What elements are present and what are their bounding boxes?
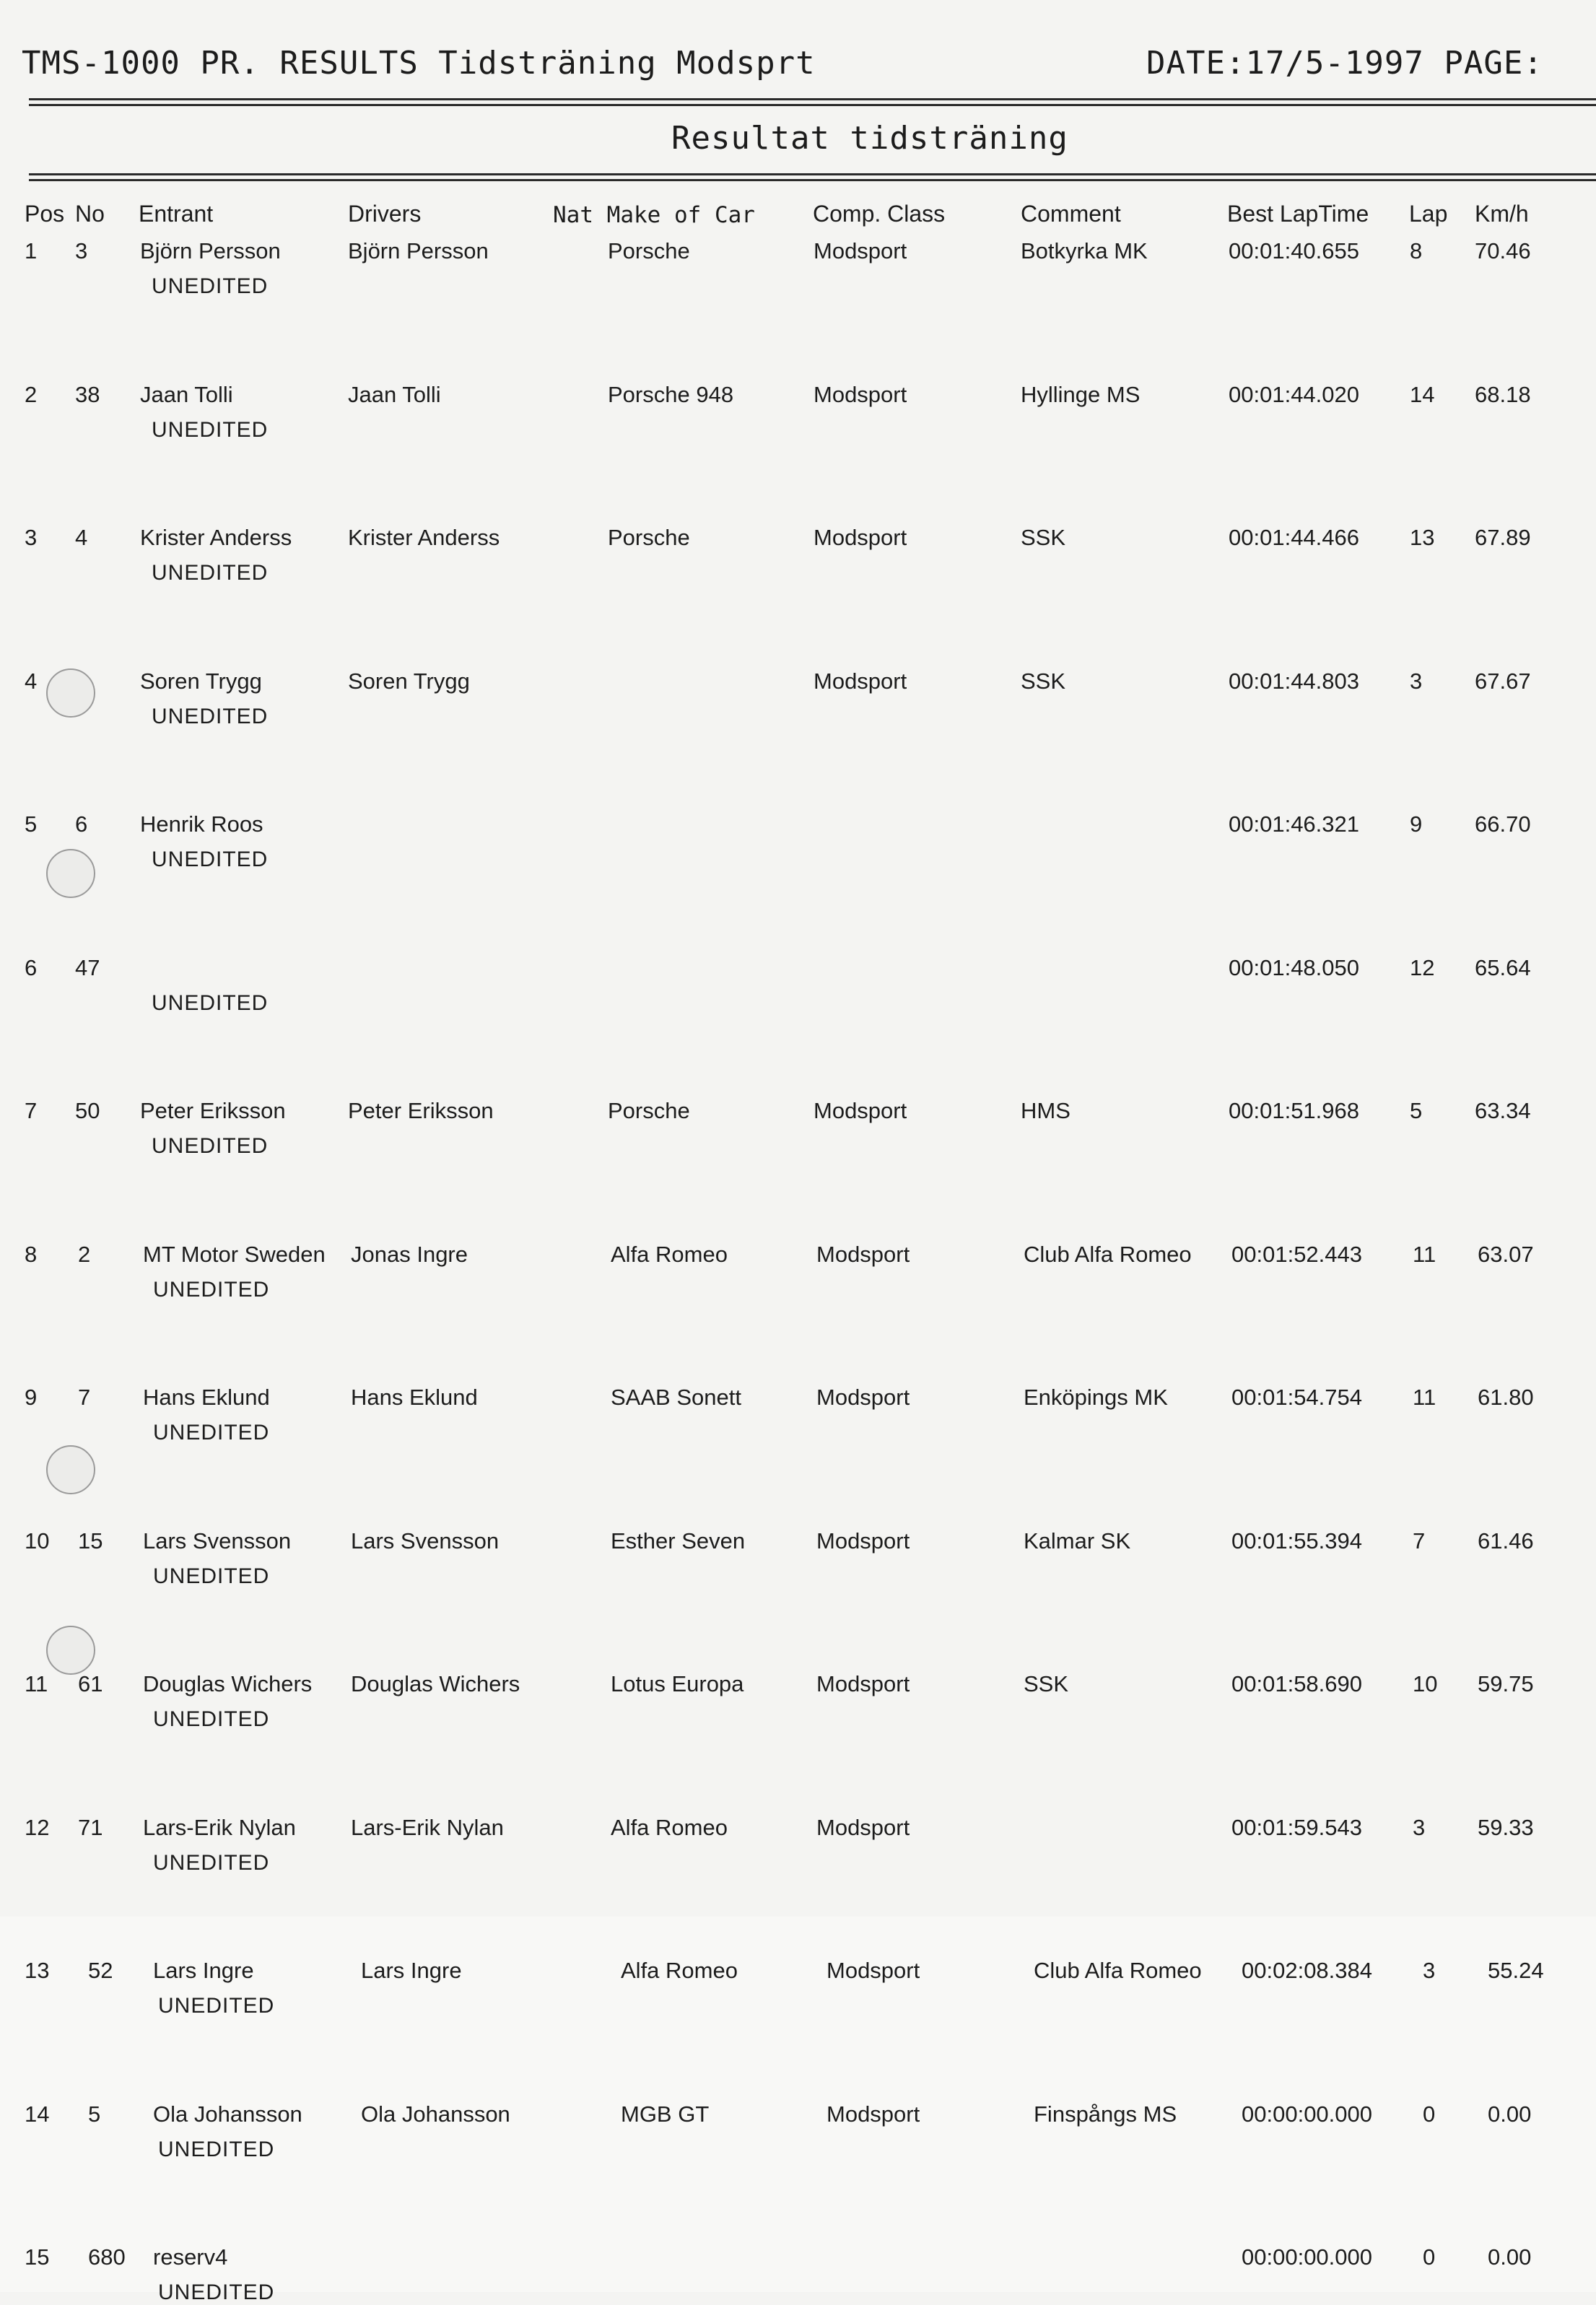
row-no: 61 [78,1671,103,1696]
row-status: UNEDITED [153,1564,270,1588]
row-no: 15 [78,1528,103,1554]
row-status: UNEDITED [152,561,269,585]
row-drivers: Hans Eklund [351,1385,478,1410]
row-no: 47 [75,955,100,980]
row-entrant: Krister Anderss [140,525,292,550]
row-lap: 0 [1423,2244,1436,2270]
row-make: Alfa Romeo [611,1242,728,1267]
row-drivers: Douglas Wichers [351,1671,520,1696]
row-kmh: 65.64 [1475,955,1531,980]
row-kmh: 70.46 [1475,238,1531,263]
row-lap: 3 [1410,668,1423,694]
row-best-lap: 00:01:44.020 [1229,382,1360,407]
row-status: UNEDITED [153,1707,270,1731]
row-best-lap: 00:01:58.690 [1231,1671,1363,1696]
row-pos: 3 [25,525,38,550]
row-drivers: Peter Eriksson [348,1098,494,1123]
row-status: UNEDITED [158,2138,275,2161]
row-best-lap: 00:01:55.394 [1231,1528,1363,1554]
row-pos: 1 [25,238,38,263]
row-drivers: Ola Johansson [361,2101,510,2127]
row-drivers: Lars Ingre [361,1958,462,1983]
row-lap: 7 [1413,1528,1426,1554]
row-pos: 14 [25,2101,50,2127]
double-rule-bottom [29,173,1596,182]
row-lap: 11 [1413,1242,1436,1267]
row-pos: 11 [25,1671,48,1696]
row-lap: 9 [1410,811,1423,837]
row-drivers: Jaan Tolli [348,382,441,407]
row-lap: 12 [1410,955,1435,980]
row-no: 5 [88,2101,101,2127]
row-make: Porsche [608,525,690,550]
row-make: Porsche 948 [608,382,734,407]
row-entrant: Soren Trygg [140,668,262,694]
double-rule-top [29,98,1596,107]
row-best-lap: 00:01:46.321 [1229,811,1360,837]
report-date: DATE:17/5-1997 PAGE: [1146,45,1543,82]
col-entrant: Entrant [139,201,214,227]
row-kmh: 55.24 [1488,1958,1544,1983]
row-lap: 11 [1413,1385,1436,1410]
row-comment: SSK [1021,525,1066,550]
row-class: Modsport [814,1098,907,1123]
row-best-lap: 00:01:44.466 [1229,525,1360,550]
row-pos: 5 [25,811,38,837]
row-comment: Enköpings MK [1024,1385,1168,1410]
row-entrant: Hans Eklund [143,1385,270,1410]
row-pos: 15 [25,2244,50,2270]
row-drivers: Lars-Erik Nylan [351,1815,504,1840]
row-kmh: 59.33 [1478,1815,1534,1840]
row-best-lap: 00:00:00.000 [1242,2244,1373,2270]
row-kmh: 63.07 [1478,1242,1534,1267]
row-pos: 10 [25,1528,50,1554]
row-kmh: 61.46 [1478,1528,1534,1554]
row-kmh: 59.75 [1478,1671,1534,1696]
row-no: 4 [75,525,88,550]
row-make: Alfa Romeo [621,1958,738,1983]
row-lap: 14 [1410,382,1435,407]
row-drivers: Jonas Ingre [351,1242,468,1267]
row-no: 3 [75,238,88,263]
row-best-lap: 00:01:48.050 [1229,955,1360,980]
row-status: UNEDITED [158,1994,275,2018]
row-status: UNEDITED [152,848,269,871]
row-make: Lotus Europa [611,1671,744,1696]
row-best-lap: 00:01:52.443 [1231,1242,1363,1267]
row-pos: 12 [25,1815,50,1840]
row-drivers: Soren Trygg [348,668,470,694]
row-make: Porsche [608,1098,690,1123]
row-lap: 3 [1413,1815,1426,1840]
row-status: UNEDITED [152,1134,269,1158]
row-no: 2 [78,1242,91,1267]
row-make: Esther Seven [611,1528,746,1554]
col-drivers: Drivers [348,201,422,227]
row-status: UNEDITED [152,705,269,728]
row-no: 52 [88,1958,113,1983]
row-best-lap: 00:01:44.803 [1229,668,1360,694]
row-class: Modsport [827,1958,920,1983]
punch-hole [46,849,95,898]
row-lap: 0 [1423,2101,1436,2127]
row-entrant: Björn Persson [140,238,281,263]
row-best-lap: 00:00:00.000 [1242,2101,1373,2127]
col-kmh: Km/h [1475,201,1529,227]
row-class: Modsport [816,1815,910,1840]
col-comment: Comment [1021,201,1121,227]
row-make: SAAB Sonett [611,1385,741,1410]
row-pos: 8 [25,1242,38,1267]
row-entrant: Ola Johansson [153,2101,302,2127]
report-title: TMS-1000 PR. RESULTS Tidsträning Modsprt [22,45,816,82]
row-class: Modsport [816,1671,910,1696]
row-kmh: 63.34 [1475,1098,1531,1123]
row-lap: 5 [1410,1098,1423,1123]
col-nat-make: Nat Make of Car [553,202,755,228]
row-comment: SSK [1024,1671,1069,1696]
row-pos: 13 [25,1958,50,1983]
row-comment: Kalmar SK [1024,1528,1131,1554]
row-kmh: 67.89 [1475,525,1531,550]
row-pos: 7 [25,1098,38,1123]
row-no: 7 [78,1385,91,1410]
row-entrant: Lars-Erik Nylan [143,1815,296,1840]
row-comment: Hyllinge MS [1021,382,1141,407]
row-class: Modsport [827,2101,920,2127]
col-comp-class: Comp. Class [813,201,946,227]
col-best-lap: Best LapTime [1227,201,1369,227]
report-subtitle: Resultat tidsträning [671,120,1068,157]
row-comment: SSK [1021,668,1066,694]
row-no: 71 [78,1815,103,1840]
punch-hole [46,1445,95,1494]
row-comment: Botkyrka MK [1021,238,1148,263]
row-comment: HMS [1021,1098,1070,1123]
row-comment: Club Alfa Romeo [1034,1958,1202,1983]
row-comment: Club Alfa Romeo [1024,1242,1192,1267]
row-entrant: Lars Svensson [143,1528,292,1554]
row-entrant: Peter Eriksson [140,1098,286,1123]
row-lap: 13 [1410,525,1435,550]
row-best-lap: 00:01:40.655 [1229,238,1360,263]
row-lap: 8 [1410,238,1423,263]
row-class: Modsport [814,525,907,550]
row-status: UNEDITED [153,1851,270,1875]
row-kmh: 68.18 [1475,382,1531,407]
row-entrant: reserv4 [153,2244,228,2270]
row-make: Porsche [608,238,690,263]
row-status: UNEDITED [152,274,269,298]
row-best-lap: 00:02:08.384 [1242,1958,1373,1983]
punch-hole [46,668,95,718]
row-best-lap: 00:01:54.754 [1231,1385,1363,1410]
row-no: 6 [75,811,88,837]
row-status: UNEDITED [158,2280,275,2304]
row-kmh: 61.80 [1478,1385,1534,1410]
row-status: UNEDITED [152,418,269,442]
punch-hole [46,1626,95,1675]
row-comment: Finspångs MS [1034,2101,1177,2127]
row-class: Modsport [814,382,907,407]
row-kmh: 66.70 [1475,811,1531,837]
row-class: Modsport [816,1385,910,1410]
row-best-lap: 00:01:59.543 [1231,1815,1363,1840]
row-kmh: 0.00 [1488,2101,1532,2127]
row-lap: 3 [1423,1958,1436,1983]
row-class: Modsport [814,238,907,263]
row-make: Alfa Romeo [611,1815,728,1840]
row-class: Modsport [816,1528,910,1554]
row-pos: 2 [25,382,38,407]
row-entrant: Jaan Tolli [140,382,233,407]
row-no: 38 [75,382,100,407]
col-no: No [75,201,105,227]
col-pos: Pos [25,201,65,227]
row-status: UNEDITED [153,1278,270,1302]
col-lap: Lap [1409,201,1448,227]
row-pos: 9 [25,1385,38,1410]
row-entrant: Henrik Roos [140,811,263,837]
row-drivers: Krister Anderss [348,525,500,550]
row-pos: 6 [25,955,38,980]
row-no: 50 [75,1098,100,1123]
row-status: UNEDITED [153,1421,270,1445]
row-best-lap: 00:01:51.968 [1229,1098,1360,1123]
row-entrant: Douglas Wichers [143,1671,313,1696]
row-kmh: 67.67 [1475,668,1531,694]
row-class: Modsport [816,1242,910,1267]
row-kmh: 0.00 [1488,2244,1532,2270]
row-drivers: Lars Svensson [351,1528,500,1554]
row-status: UNEDITED [152,991,269,1015]
row-class: Modsport [814,668,907,694]
row-pos: 4 [25,668,38,694]
row-no: 680 [88,2244,126,2270]
row-entrant: MT Motor Sweden [143,1242,326,1267]
row-entrant: Lars Ingre [153,1958,254,1983]
row-lap: 10 [1413,1671,1438,1696]
row-make: MGB GT [621,2101,710,2127]
row-drivers: Björn Persson [348,238,489,263]
